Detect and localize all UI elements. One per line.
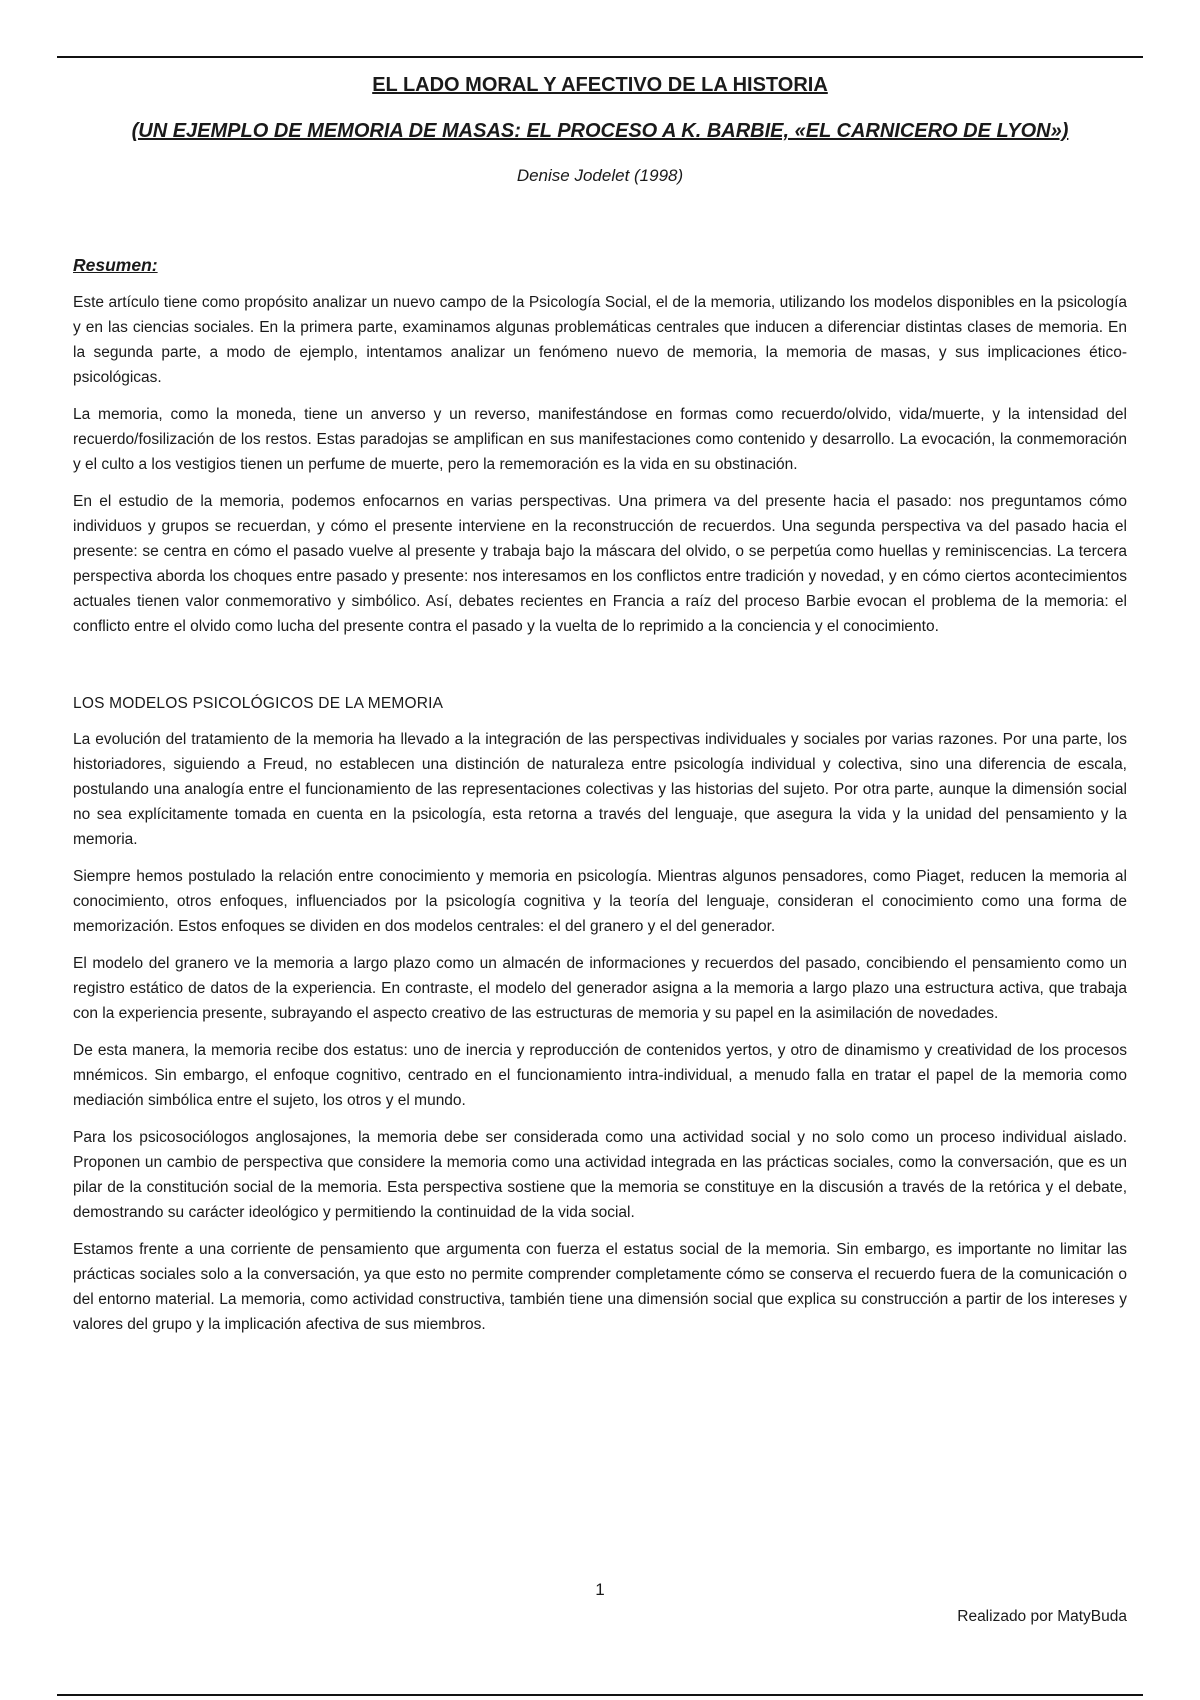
credit-line: Realizado por MatyBuda [957, 1608, 1127, 1625]
section-paragraph-2: Siempre hemos postulado la relación entre conocimiento y memoria en psicología. Mientras algunos pensadores, como Piaget, reducen la memoria al conocimiento, otros enfoques, influenciados por la psicología cognitiva y la teoría del lenguaje, consideran el conocimiento como una forma de memorización. Estos enfoques se dividen en dos modelos centrales: el del granero y el del generador. [73, 868, 1127, 935]
resumen-paragraph-1: Este artículo tiene como propósito analizar un nuevo campo de la Psicología Social, el de la memoria, utilizando los modelos disponibles en la psicología y en las ciencias sociales. En la primera parte, examinamos algunas problemáticas centrales que inducen a diferenciar distintas clases de memoria. En la segunda parte, a modo de ejemplo, intentamos analizar un fenómeno nuevo de memoria, la memoria de masas, y sus implicaciones ético-psicológicas. [73, 294, 1127, 386]
section-paragraph-5: Para los psicosociólogos anglosajones, la memoria debe ser considerada como una actividad social y no solo como un proceso individual aislado. Proponen un cambio de perspectiva que considere la memoria como una actividad integrada en las prácticas sociales, como la conversación, que es un pilar de la constitución social de la memoria. Esta perspectiva sostiene que la memoria se constituye en la discusión a través de la retórica y el debate, demostrando su carácter ideológico y permitiendo la continuidad de la vida social. [73, 1129, 1127, 1221]
resumen-paragraph-2: La memoria, como la moneda, tiene un anverso y un reverso, manifestándose en formas como recuerdo/olvido, vida/muerte, y la intensidad del recuerdo/fosilización de los restos. Estas paradojas se amplifican en sus manifestaciones como contenido y desarrollo. La evocación, la conmemoración y el culto a los vestigios tienen un perfume de muerte, pero la rememoración es la vida en su obstinación. [73, 406, 1127, 473]
document-title: EL LADO MORAL Y AFECTIVO DE LA HISTORIA [372, 74, 828, 96]
resumen-heading: Resumen: [73, 255, 158, 275]
bottom-rule [57, 1694, 1143, 1696]
page-number: 1 [595, 1580, 605, 1599]
section-heading: LOS MODELOS PSICOLÓGICOS DE LA MEMORIA [73, 695, 444, 712]
section-paragraph-6: Estamos frente a una corriente de pensamiento que argumenta con fuerza el estatus social de la memoria. Sin embargo, es importante no limitar las prácticas sociales solo a la conversación, ya que esto no permite comprender completamente cómo se conserva el recuerdo fuera de la comunicación o del entorno material. La memoria, como actividad constructiva, también tiene una dimensión social que explica su construcción a partir de los intereses y valores del grupo y la implicación afectiva de sus miembros. [73, 1241, 1127, 1333]
section-paragraph-3: El modelo del granero ve la memoria a largo plazo como un almacén de informaciones y recuerdos del pasado, concibiendo el pensamiento como un registro estático de datos de la experiencia. En contraste, el modelo del generador asigna a la memoria a largo plazo una estructura activa, que trabaja con la experiencia presente, subrayando el aspecto creativo de las estructuras de memoria y su papel en la asimilación de novedades. [73, 955, 1127, 1022]
document-body [73, 255, 1127, 1349]
document-author: Denise Jodelet (1998) [516, 166, 684, 185]
resumen-paragraph-3: En el estudio de la memoria, podemos enfocarnos en varias perspectivas. Una primera va del presente hacia el pasado: nos preguntamos cómo individuos y grupos se recuerdan, y cómo el presente interviene en la reconstrucción de recuerdos. Una segunda perspectiva va del pasado hacia el presente: se centra en cómo el pasado vuelve al presente y trabaja bajo la máscara del olvido, o se perpetúa como huellas y reminiscencias. La tercera perspectiva aborda los choques entre pasado y presente: nos interesamos en los conflictos entre tradición y novedad, y en cómo ciertos acontecimientos actuales tienen valor conmemorativo y simbólico. Así, debates recientes en Francia a raíz del proceso Barbie evocan el problema de la memoria: el conflicto entre el olvido como lucha del presente contra el pasado y la vuelta de lo reprimido a la conciencia y el conocimiento. [73, 493, 1127, 635]
section-paragraph-4: De esta manera, la memoria recibe dos estatus: uno de inercia y reproducción de contenidos yertos, y otro de dinamismo y creatividad de los procesos mnémicos. Sin embargo, el enfoque cognitivo, centrado en el funcionamiento intra-individual, a menudo falla en tratar el papel de la memoria como mediación simbólica entre el sujeto, los otros y el mundo. [73, 1042, 1127, 1109]
document-subtitle: (UN EJEMPLO DE MEMORIA DE MASAS: EL PROCESO A K. BARBIE, «EL CARNICERO DE LYON») [131, 120, 1069, 142]
section-paragraph-1: La evolución del tratamiento de la memoria ha llevado a la integración de las perspectivas individuales y sociales por varias razones. Por una parte, los historiadores, siguiendo a Freud, no establecen una distinción de naturaleza entre psicología individual y colectiva, sino una diferencia de escala, postulando una analogía entre el funcionamiento de las representaciones colectivas y las historias del sujeto. Por otra parte, aunque la dimensión social no sea explícitamente tomada en cuenta en la psicología, esta retorna a través del lenguaje, que asegura la vida y la unidad del pensamiento y la memoria. [73, 731, 1127, 848]
top-rule [57, 56, 1143, 58]
